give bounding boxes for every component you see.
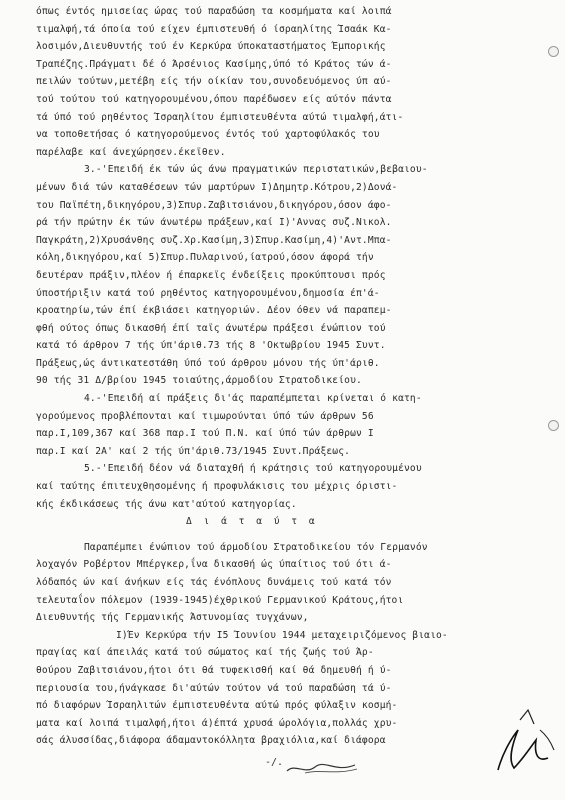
text-line: Παγκράτη,2)Χρυσάνθης συζ.Χρ.Κασίμη,3)Σπυρ.Κασίμη,4)'Αντ.Μπα- <box>36 234 392 246</box>
section-heading: Δ ι ά τ α ύ τ α <box>186 516 318 528</box>
text-line: κροατηρίω,τών έπί έκβιάσει κατηγοριών. Δέον όθεν νά παραπεμ- <box>36 305 392 317</box>
paragraph-3-start: 3.-'Επειδή έκ τών ώς άνω πραγματικών περιστατικών,βεβαιου- <box>84 164 428 176</box>
text-line: φθή ούτος όπως δικασθή έπί ταϊς άνωτέρω πράξεσι ένώπιον τού <box>36 322 386 334</box>
text-line: λοσιμόν,Διευθυντής τού έν Κερκύρα ύποκαταστήματος Έμπορικής <box>36 41 386 53</box>
handwritten-signature <box>490 700 560 780</box>
text-line: τού τούτου τού κατηγορουμένου,όπου παρέδωσεν είς αύτόν πάντα <box>36 93 392 105</box>
text-line: λόδαπός ών καί άνήκων είς τάς ένόπλους δυνάμεις τού κατά τόν <box>36 577 392 588</box>
text-line: τά ύπό τού ρηθέντος Ίσραηλίτου έμπιστευθέντα αύτώ τιμαλφή,άτι- <box>36 111 404 123</box>
text-line: ύποστήριξιν κατά τού ρηθέντος κατηγορουμένου,δημοσία έπ'ά- <box>36 287 380 299</box>
text-line: πραγίας καί άπειλάς κατά τού σώματος καί τής ζωής τού Άρ- <box>36 647 374 659</box>
text-line: μένων διά τών καταθέσεων τών μαρτύρων Ι)Δημητρ.Κότρου,2)Δονά- <box>36 181 398 193</box>
text-line: παρ.Ι καί 2Α' καί 2 τής ύπ'άριθ.73/1945 Συντ.Πράξεως. <box>36 445 351 457</box>
handwritten-initials <box>265 753 375 783</box>
text-line: τιμαλφή,τά όποία τού είχεν έμπιστευθή ό ίσραηλίτης Ίσαάκ Κα- <box>36 23 392 35</box>
ruling-paragraph-start: Παραπέμπει ένώπιον τού άρμοδίου Στρατοδικείου τόν Γερμανόν <box>84 541 428 553</box>
paragraph-4-start: 4.-'Επειδή αί πράξεις δι'άς παραπέμπεται κρίνεται ό κατη- <box>84 393 422 405</box>
text-line: δευτέραν πράξιν,πλέον ή έπαρκεϊς ένδείξεις προκύπτουσι πρός <box>36 269 386 281</box>
text-line: παρέλαβε καί άνεχώρησεν.έκεϊθεν. <box>36 146 226 158</box>
text-line: θούρου Ζαβιτσιάνου,ήτοι ότι θά τυφεκισθή καί θά δημευθή ή ύ- <box>36 664 392 676</box>
footer-mark: -/. <box>265 757 284 768</box>
text-line: παρ.Ι,109,367 καί 368 παρ.Ι τού Π.Ν. καί ύπό τών άρθρων Ι <box>36 428 374 440</box>
text-line: σάς άλυσσίδας,διάφορα άδαμαντοκόλλητα βραχιόλια,καί διάφορα <box>36 735 386 747</box>
text-line: λοχαγόν Ροβέρτον Μπέργκερ,ΐνα δικασθή ώς ύπαίτιος τού ότι ά- <box>36 559 392 571</box>
text-line: καί ταύτης έπιτευχθησομένης ή προφυλάκισις του μέχρις όριστι- <box>36 481 398 493</box>
text-line: πό διαφόρων Ίσραηλιτών έμπιστευθέντα αύτώ πρός φύλαξιν κοσμή- <box>36 700 398 712</box>
text-line: του Παϊπέτη,δικηγόρου,3)Σπυρ.Ζαβιτσιάνου,δικηγόρου,όσον άφο- <box>36 199 392 211</box>
document-body <box>36 3 556 750</box>
text-line: γορούμενος προβλέπονται καί τιμωρούνται ύπό τών άρθρων 56 <box>36 410 374 422</box>
text-line: τελευταΐον πόλεμον (1939-1945)έχθρικού Γερμανικού Κράτους,ήτοι <box>36 594 404 606</box>
text-line: 90 τής 31 Δ/βρίου 1945 τοιαύτης,άρμοδίου Στρατοδικείου. <box>36 375 362 387</box>
text-line: ματα καί λοιπά τιμαλφή,ήτοι ά)έπτά χρυσά ώρολόγια,πολλάς χρυ- <box>36 717 398 729</box>
text-line: όπως έντός ημισείας ώρας τού παραδώση τα κοσμήματα καί λοιπά <box>36 6 392 17</box>
text-line: κής έκδικάσεως τής άνω κατ'αύτού κατηγορίας. <box>36 498 297 510</box>
text-line: περιουσία του,ήνάγκασε δι'αύτών τούτον νά τού παραδώση τά ύ- <box>36 682 392 694</box>
text-line: ρά τήν πρώτην έκ τών άνωτέρω πράξεων,καί Ι)'Αννας συζ.Νικολ. <box>36 217 392 229</box>
paragraph-5-start: 5.-'Επειδή δέον νά διαταχθή ή κράτησις τού κατηγορουμένου <box>84 463 422 475</box>
text-line: Διευθυντής τής Γερμανικής Άστυνομίας τυγχάνων, <box>36 612 309 624</box>
text-line: κατά τό άρθρον 7 τής ύπ'άριθ.73 τής 8 'Οκτωβρίου 1945 Συντ. <box>36 340 386 352</box>
text-line: Πράξεως,ώς άντικατεστάθη ύπό τού άρθρου μόνου τής ύπ'άριθ. <box>36 357 380 369</box>
text-line: Τραπέζης.Πράγματι δέ ό Άρσένιος Κασίμης,ύπό τό Κράτος τών ά- <box>36 58 392 70</box>
count-1-start: Ι)Έν Κερκύρα τήν Ι5 Ίουνίου 1944 μεταχειριζόμενος βιαιο- <box>116 629 448 641</box>
text-line: να τοποθετήσας ό κατηγορούμενος έντός τού χαρτοφύλακός του <box>36 129 380 141</box>
text-line: κόλη,δικηγόρου,καί 5)Σπυρ.Πυλαρινού,ίατρού,όσον άφορά τήν <box>36 252 374 264</box>
text-line: πειλών τούτων,μετέβη είς τήν οίκίαν του,συνοδευόμενος ύπ αύ- <box>36 76 392 88</box>
